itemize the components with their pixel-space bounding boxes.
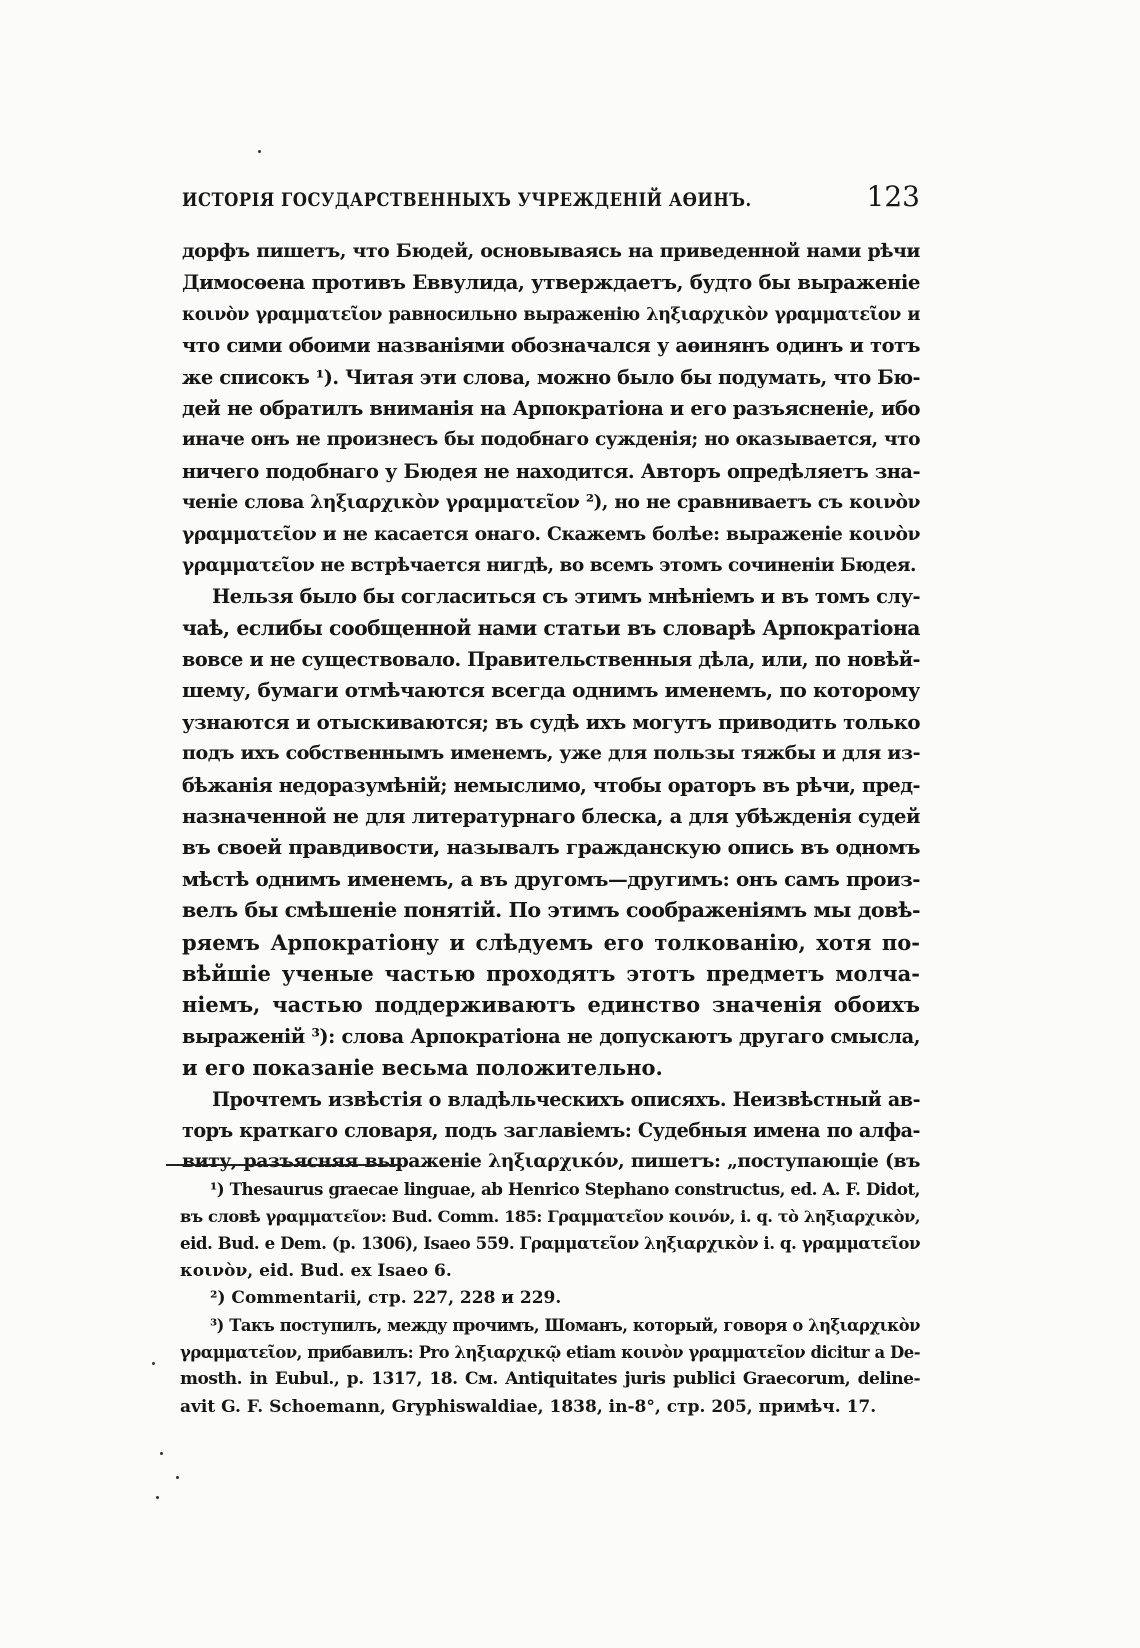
text-line: Нельзя было бы согласиться съ этимъ мнѣніемъ и въ томъ слу-	[212, 585, 920, 609]
footnote-line: mosth. in Eubul., p. 1317, 18. См. Antiquitates juris publici Graecorum, deline-	[180, 1369, 920, 1390]
print-speck	[152, 1362, 155, 1365]
text-line: мѣстѣ однимъ именемъ, а въ другомъ—другимъ: онъ самъ произ-	[182, 866, 920, 891]
text-line: иначе онъ не произнесъ бы подобнаго сужденія; но оказывается, что	[182, 429, 920, 451]
text-line: κοινὸν γραμματεῖον равносильно выраженію ληξιαρχικὸν γραμματεῖον и	[182, 303, 920, 325]
text-line: дей не обратилъ вниманія на Арпократіона и его разъясненіе, ибо	[182, 396, 920, 420]
footnote-line: ³) Такъ поступилъ, между прочимъ, Шоманъ, который, говоря о ληξιαρχικὸν	[210, 1315, 920, 1335]
text-line: что сими обоими названіями обозначался у аѳинянъ одинъ и тотъ	[182, 334, 920, 358]
text-line: въ своей правдивости, называлъ гражданскую опись въ одномъ	[182, 835, 920, 860]
footnote-line: eid. Bud. e Dem. (p. 1306), Isaeo 559. Γραμματεῖον ληξιαρχικὸν i. q. γραμματεῖον	[180, 1233, 920, 1254]
text-line: бѣжанія недоразумѣній; немыслимо, чтобы ораторъ въ рѣчи, пред-	[182, 773, 920, 797]
text-line: виту, разъясняя выраженіе ληξιαρχικόν, пишетъ: „поступающіе (въ	[182, 1150, 920, 1173]
text-line: вѣйшіе ученые частью проходятъ этотъ предметъ молча-	[182, 960, 920, 986]
text-line: вовсе и не существовало. Правительственныя дѣла, или, по новѣй-	[182, 648, 920, 672]
footnote-divider	[166, 1164, 402, 1166]
page-number: 123	[866, 180, 920, 213]
text-line: и его показаніе весьма положительно.	[182, 1055, 663, 1081]
footnotes	[180, 1176, 920, 1421]
text-line: подъ ихъ собственнымъ именемъ, уже для пользы тяжбы и для из-	[182, 742, 920, 765]
text-line: ряемъ Арпократіону и слѣдуемъ его толкованію, хотя по-	[182, 929, 920, 955]
print-speck	[176, 1476, 179, 1479]
text-line: γραμματεῖον не встрѣчается нигдѣ, во всемъ этомъ сочиненіи Бюдея.	[182, 554, 916, 576]
print-speck	[156, 1496, 159, 1499]
text-line: Прочтемъ извѣстія о владѣльческихъ описяхъ. Неизвѣстный ав-	[212, 1087, 920, 1111]
print-speck	[258, 150, 261, 153]
text-line: шему, бумаги отмѣчаются всегда однимъ именемъ, по которому	[182, 678, 920, 703]
text-line: ченіе слова ληξιαρχικὸν γραμματεῖον ²), но не сравниваетъ съ κοινὸν	[182, 491, 920, 514]
print-speck	[160, 1452, 163, 1455]
text-line: назначенной не для литературнаго блеска, а для убѣжденія судей	[182, 805, 920, 829]
text-line: торъ краткаго словаря, подъ заглавіемъ: Судебныя имена по алфа-	[182, 1118, 920, 1142]
text-line: дорфъ пишетъ, что Бюдей, основываясь на приведенной нами рѣчи	[182, 240, 920, 262]
text-line: чаѣ, еслибы сообщенной нами статьи въ словарѣ Арпократіона	[182, 615, 920, 640]
text-line: велъ бы смѣшеніе понятій. По этимъ соображеніямъ мы довѣ-	[182, 898, 920, 923]
footnote-line: ²) Commentarii, стр. 227, 228 и 229.	[210, 1287, 562, 1308]
text-line: γραμματεῖον и не касается онаго. Скажемъ болѣе: выраженіе κοινὸν	[182, 522, 920, 545]
text-line: узнаются и отыскиваются; въ судѣ ихъ могутъ приводить только	[182, 710, 920, 734]
text-line: Димосѳена противъ Еввулида, утверждаетъ, будто бы выраженіе	[182, 270, 920, 295]
footnote-line: γραμματεῖον, прибавилъ: Pro ληξιαρχικῷ etiam κοινὸν γραμματεῖον dicitur a De-	[180, 1343, 920, 1363]
footnote-line: avit G. F. Schoemann, Gryphiswaldiae, 1838, in-8°, стр. 205, примѣч. 17.	[180, 1396, 877, 1417]
footnote-line: въ словѣ γραμματεῖον: Bud. Comm. 185: Γραμματεῖον κοινόν, i. q. τὸ ληξιαρχικὸν,	[180, 1207, 920, 1227]
main-text	[182, 236, 920, 1178]
text-line: выраженій ³): слова Арпократіона не допускаютъ другаго смысла,	[182, 1024, 920, 1048]
footnote-line: ¹) Thesaurus graecae linguae, ab Henrico Stephano constructus, ed. A. F. Didot,	[210, 1179, 920, 1199]
text-line: ничего подобнаго у Бюдея не находится. Авторъ опредѣляетъ зна-	[182, 459, 920, 483]
running-title: ИСТОРІЯ ГОСУДАРСТВЕННЫХЪ УЧРЕЖДЕНІЙ АѲИНЪ.	[182, 189, 752, 211]
text-line: ніемъ, частью поддерживаютъ единство значенія обоихъ	[182, 992, 920, 1018]
text-line: же списокъ ¹). Читая эти слова, можно было бы подумать, что Бю-	[182, 365, 920, 389]
page-header	[182, 180, 920, 216]
footnote-line: κοινὸν, eid. Bud. ex Isaeo 6.	[180, 1260, 452, 1281]
